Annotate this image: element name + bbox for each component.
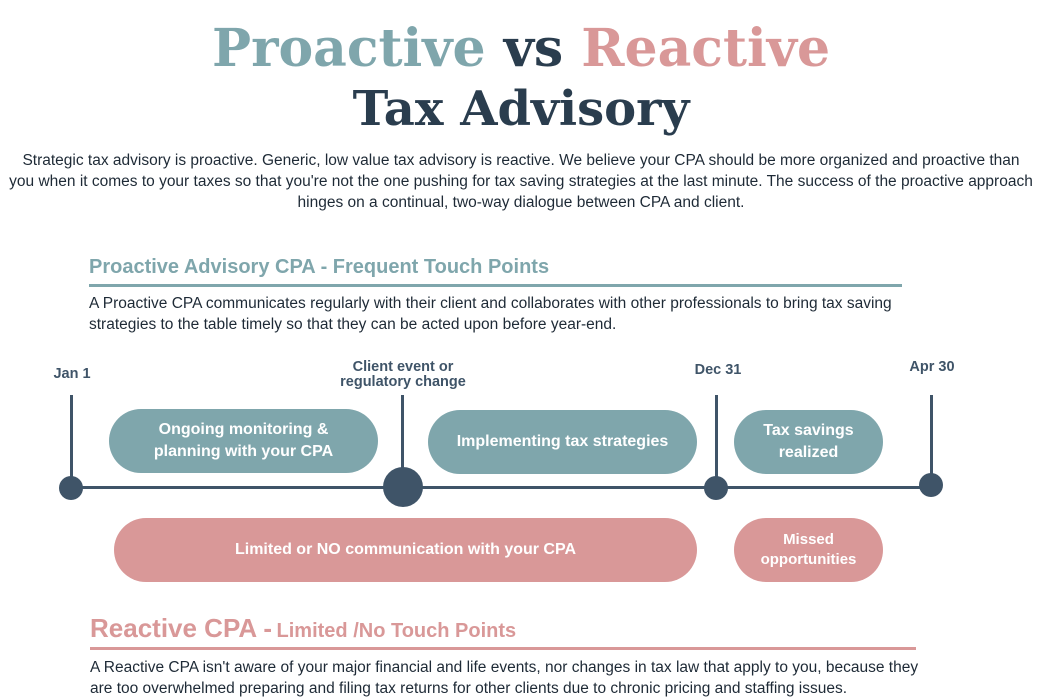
proactive-description: A Proactive CPA communicates regularly with their client and collaborates with other professionals to bring tax saving strategies to the table timely so that they can be acted upon before year-end. [89,295,892,333]
label-jan1: Jan 1 [53,366,91,382]
proactive-divider [89,284,902,287]
reactive-divider [90,647,916,650]
page-title [0,14,1042,84]
label-dec31: Dec 31 [694,362,742,378]
intro-paragraph: Strategic tax advisory is proactive. Generic, low value tax advisory is reactive. We believe your CPA should be more organized and proactive than you when it comes to your taxes so that you're not the one pushing for tax saving strategies at the last minute. The success of the proactive approach hinges on a continual, two-way dialogue between CPA and client. [9,152,1033,211]
timeline-node-jan1 [59,476,83,500]
reactive-heading-sub: Limited /No Touch Points [276,620,517,642]
timeline-node-dec31 [704,476,728,500]
reactive-heading [90,612,516,647]
timeline-node-apr30 [919,473,943,497]
reactive-description: A Reactive CPA isn't aware of your major financial and life events, nor changes in tax law that apply to you, because they are too overwhelmed preparing and filing tax returns for other clients due to chronic pricing and staffing issues. [90,659,919,697]
pill-missed-opportunities: Missed opportunities [734,518,883,582]
title-reactive: Reactive [581,18,831,79]
title-proactive: Proactive [211,18,486,79]
timeline-axis [70,486,932,489]
timeline-tick-jan1 [70,395,73,488]
label-apr30: Apr 30 [909,359,955,375]
label-client-event: Client event or regulatory change [340,359,466,390]
timeline-tick-dec31 [715,395,718,488]
title-vs: vs [503,18,564,79]
pill-implementing-strategies: Implementing tax strategies [428,410,697,474]
proactive-heading: Proactive Advisory CPA - Frequent Touch Points [89,256,550,278]
pill-limited-communication: Limited or NO communication with your CPA [114,518,697,582]
pill-ongoing-monitoring: Ongoing monitoring & planning with your CPA [109,409,378,473]
page-subtitle: Tax Advisory [352,81,690,137]
reactive-heading-main: Reactive CPA - [90,613,273,643]
timeline-node-client-event [383,467,423,507]
pill-tax-savings: Tax savings realized [734,410,883,474]
